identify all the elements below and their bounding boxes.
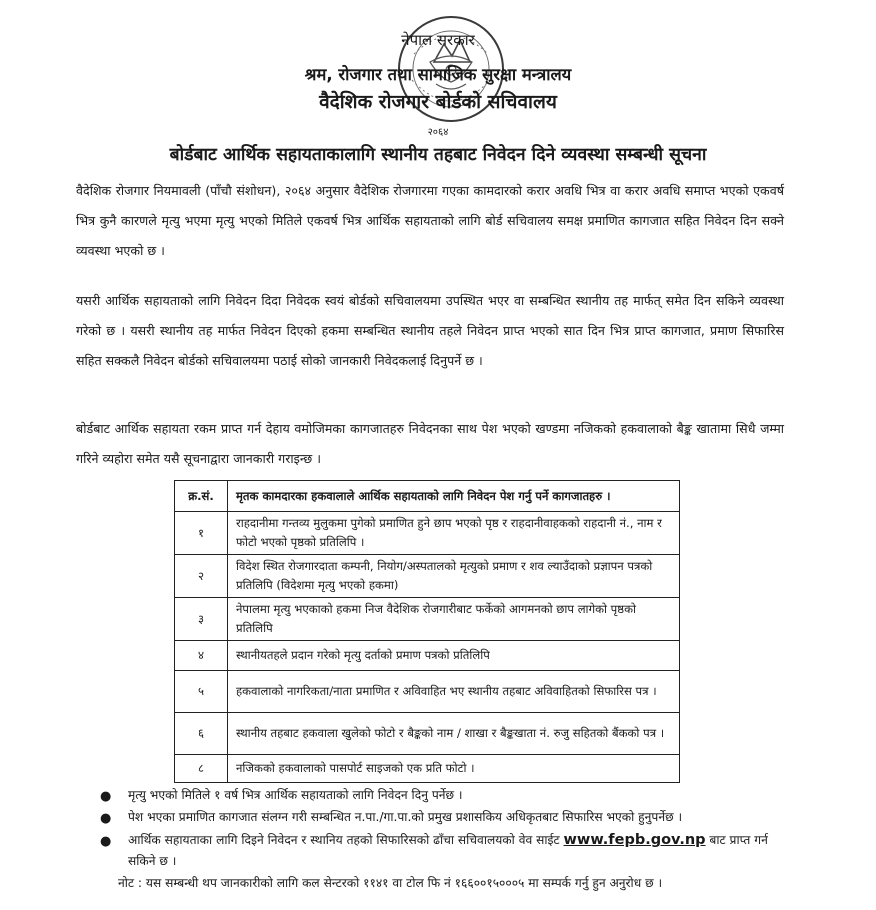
table-row bbox=[175, 713, 680, 755]
documents-header: मृतक कामदारका हकवालाले आर्थिक सहायताको लागि निवेदन पेश गर्नु पर्ने कागजातहरु । bbox=[228, 481, 680, 512]
contact-note: नोट : यस सम्बन्धी थप जानकारीको लागि कल सेन्टरको ११४१ वा टोल फि नं १६६००१५०००५ मा सम्पर्क गर्नु हुन अनुरोध छ । bbox=[118, 876, 663, 890]
row-document: हकवालाको नागरिकता/नाता प्रमाणित र अविवाहित भए स्थानीय तहबाट अविवाहितको सिफारिस पत्र । bbox=[228, 671, 680, 713]
required-documents-table bbox=[174, 480, 680, 783]
paragraph-2: यसरी आर्थिक सहायताको लागि निवेदन दिदा निवेदक स्वयं बोर्डको सचिवालयमा उपस्थित भएर वा सम्बन्धित स्थानीय तह मार्फत् समेत दिन सकिने व्यवस्था गरेको छ । यसरी स्थानीय तह मार्फत निवेदन दिएको हकमा सम्बन्धित स्थानीय तहले निवेदन प्राप्त भएको सात दिन भित्र प्राप्त कागजात, प्रमाण सिफारिस सहित सक्कलै निवेदन बोर्डको सचिवालयमा पठाई सोको जानकारी निवेदकलाई दिनुपर्ने छ । bbox=[76, 293, 784, 368]
bullet-text: मृत्यु भएको मितिले १ वर्ष भित्र आर्थिक सहायताको लागि निवेदन दिनु पर्नेछ । bbox=[128, 788, 463, 802]
row-document: स्थानीय तहबाट हकवाला खुलेको फोटो र बैङ्कको नाम / शाखा र बैङ्कखाता नं. रुजु सहितको बैंकको पत्र । bbox=[228, 713, 680, 755]
row-serial: १ bbox=[175, 512, 228, 555]
list-item bbox=[100, 830, 780, 872]
list-item bbox=[100, 786, 780, 805]
table-row bbox=[175, 598, 680, 641]
table-row bbox=[175, 755, 680, 783]
conditions-list bbox=[100, 786, 780, 875]
office-name: वैदेशिक रोजगार बोर्डको सचिवालय bbox=[319, 91, 557, 113]
row-document: राहदानीमा गन्तव्य मुलुकमा पुगेको प्रमाणित हुने छाप भएको पृष्ठ र राहदानीवाहकको राहदानी नं., नाम र फोटो भएको पृष्ठको प्रतिलिपि । bbox=[228, 512, 680, 555]
row-serial: ८ bbox=[175, 755, 228, 783]
bullet-text: पेश भएका प्रमाणित कागजात संलग्न गरी सम्बन्धित न.पा./गा.पा.को प्रमुख प्रशासकिय अधिकृतबाट सिफारिस भएको हुनुपर्नेछ । bbox=[128, 810, 683, 824]
notice-title: बोर्डबाट आर्थिक सहायताकालागि स्थानीय तहबाट निवेदन दिने व्यवस्था सम्बन्धी सूचना bbox=[169, 145, 707, 165]
bullet-icon: ● bbox=[100, 811, 112, 826]
list-item bbox=[100, 808, 780, 827]
paragraph-1: वैदेशिक रोजगार नियमावली (पाँचौ संशोधन), २०६४ अनुसार वैदेशिक रोजगारमा गएका कामदारको करार अवधि भित्र वा करार अवधि समाप्त भएको एकवर्ष भित्र कुनै कारणले मृत्यु भएमा मृत्यु भएको मितिले एकवर्ष भित्र आर्थिक सहायताको लागि बोर्ड सचिवालय समक्ष प्रमाणित कागजात सहित निवेदन दिन सक्ने व्यवस्था भएको छ । bbox=[76, 183, 784, 258]
bullet-text: बाट प्राप्त गर्न सकिने छ । bbox=[128, 833, 768, 868]
table-row bbox=[175, 671, 680, 713]
bullet-icon: ● bbox=[100, 834, 112, 849]
row-serial: ३ bbox=[175, 598, 228, 641]
table-row bbox=[175, 555, 680, 598]
ministry-name: श्रम, रोजगार तथा सामाजिक सुरक्षा मन्त्रालय bbox=[304, 65, 572, 84]
table-row bbox=[175, 641, 680, 671]
table-header-row bbox=[175, 481, 680, 512]
row-document: स्थानीयतहले प्रदान गरेको मृत्यु दर्ताको प्रमाण पत्रको प्रतिलिपि bbox=[228, 641, 680, 671]
row-serial: ४ bbox=[175, 641, 228, 671]
row-serial: २ bbox=[175, 555, 228, 598]
row-serial: ६ bbox=[175, 713, 228, 755]
row-serial: ५ bbox=[175, 671, 228, 713]
serial-number-header: क्र.सं. bbox=[175, 481, 228, 512]
bullet-text: आर्थिक सहायताका लागि दिइने निवेदन र स्थानिय तहको सिफारिसको ढाँचा सचिवालयको वेव साईट bbox=[128, 833, 560, 847]
website-link[interactable]: www.fepb.gov.np bbox=[563, 832, 706, 848]
row-document: नजिकको हकवालाको पासपोर्ट साइजको एक प्रति फोटो । bbox=[228, 755, 680, 783]
table-row bbox=[175, 512, 680, 555]
bullet-icon: ● bbox=[100, 789, 112, 804]
established-year: २०६४ bbox=[427, 127, 449, 138]
row-document: नेपालमा मृत्यु भएकाको हकमा निज वैदेशिक रोजगारीबाट फर्केको आगमनको छाप लागेको पृष्ठको प्रतिलिपि bbox=[228, 598, 680, 641]
government-name: नेपाल सरकार bbox=[401, 31, 475, 49]
row-document: विदेश स्थित रोजगारदाता कम्पनी, नियोग/अस्पतालको मृत्युको प्रमाण र शव ल्याउँदाको प्रज्ञापन पत्रको प्रतिलिपि (विदेशमा मृत्यु भएको हकमा) bbox=[228, 555, 680, 598]
paragraph-3: बोर्डबाट आर्थिक सहायता रकम प्राप्त गर्न देहाय वमोजिमका कागजातहरु निवेदनका साथ पेश भएको खण्डमा नजिकको हकवालाको बैङ्क खातामा सिधै जम्मा गरिने व्यहोरा समेत यसै सूचनाद्वारा जानकारी गराइन्छ । bbox=[76, 421, 784, 466]
